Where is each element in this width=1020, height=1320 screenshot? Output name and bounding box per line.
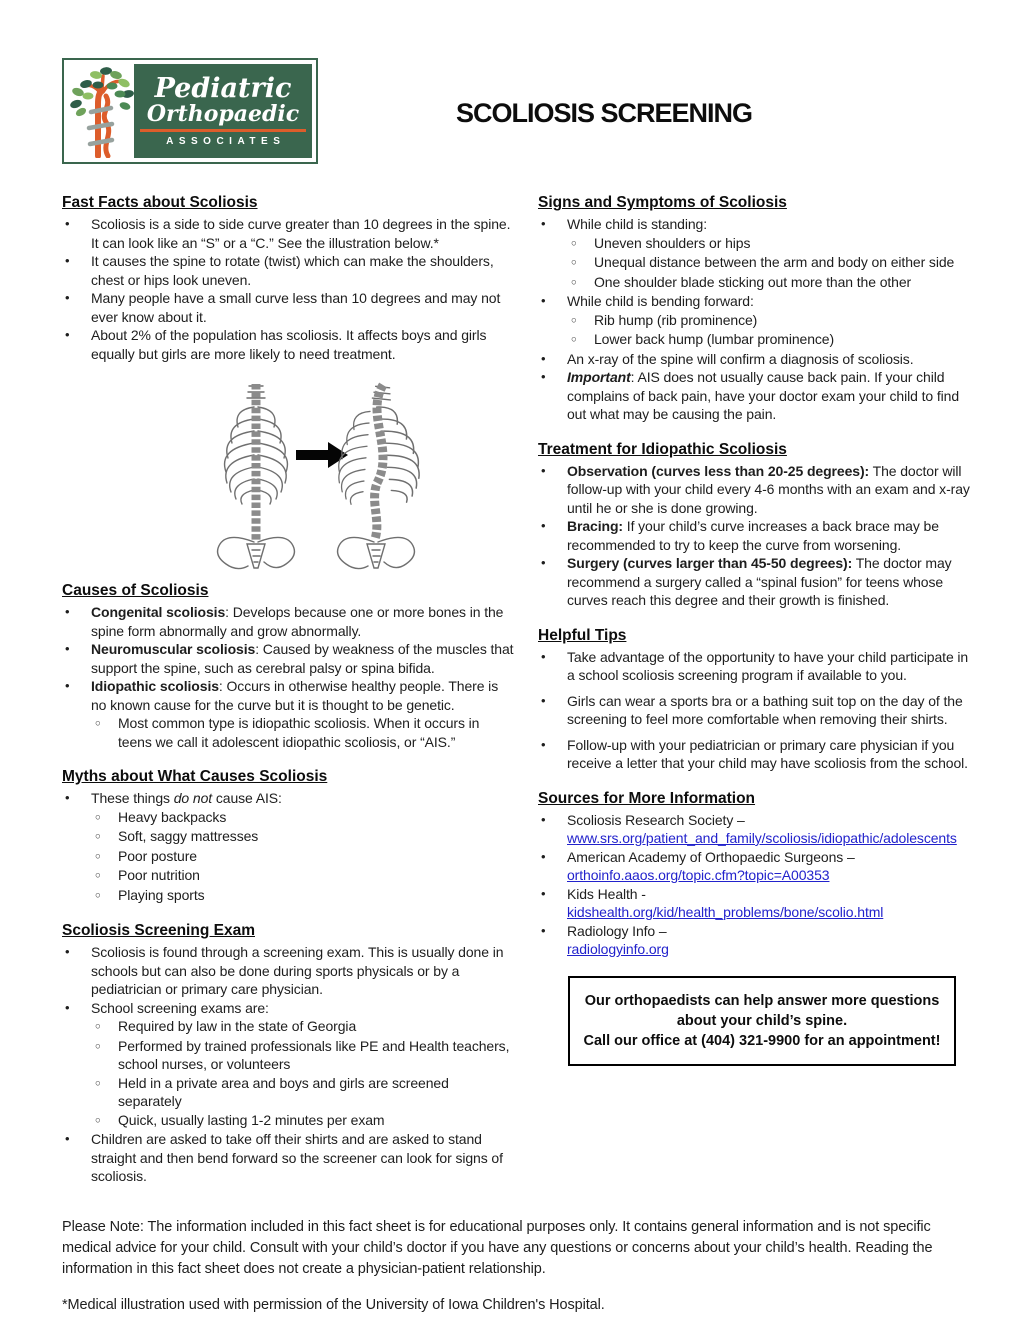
section-heading: Sources for More Information [538,789,756,807]
appointment-callout-box [568,976,956,1066]
bullet-text [118,1037,514,1074]
sub-bullet-item [92,1074,514,1111]
right-column [538,194,978,1203]
bullet-text [91,1130,514,1186]
disc-bullet-icon: • [541,216,546,231]
disc-bullet-icon: • [65,290,70,305]
bullet-text [594,311,978,330]
bullet-text [118,808,514,827]
text-run: American Academy of Orthopaedic Surgeons – [567,848,855,865]
circle-bullet-icon: ○ [95,718,101,729]
bullet-text [567,215,978,234]
text-run: Quick, usually lasting 1-2 minutes per exam [118,1111,385,1128]
tree-spine-logo-icon [68,64,134,158]
content-columns [62,194,978,1203]
bullet-text [118,714,514,751]
text-run: Children are asked to take off their shirts and are asked to stand straight and then bend forward so the screener can look for signs of scoliosis. [91,1131,503,1184]
disc-bullet-icon: • [541,885,546,901]
footer [62,1217,978,1313]
circle-bullet-icon: ○ [571,237,577,249]
bullet-item [538,811,978,848]
bullet-text [567,648,978,685]
text-run: Poor nutrition [118,867,200,883]
bullet-text [567,368,978,424]
text-run: : Develops because one or more bones in the spine form abnormally and grow abnormally. [91,604,504,639]
text-run: Most common type is idiopathic scoliosis. When it occurs in teens we call it adolescent idiopathic scoliosis, or “AIS.” [118,715,480,750]
bullet-text [567,736,978,773]
logo-name-line1: Pediatric [154,72,292,104]
disc-bullet-icon: • [65,944,70,959]
disc-bullet-icon: • [541,350,546,366]
left-column [62,194,514,1203]
disc-bullet-icon: • [65,678,70,693]
bullet-text [567,922,978,959]
circle-bullet-icon: ○ [95,870,101,881]
section-heading: Scoliosis Screening Exam [62,922,255,939]
text-run: Many people have a small curve less than 10 degrees and may not ever know about it. [91,290,501,325]
section-heading: Helpful Tips [538,626,627,644]
text-run: Radiology Info – [567,922,667,939]
section-heading: Signs and Symptoms of Scoliosis [538,194,787,211]
sub-bullet-item [568,253,978,273]
bullet-item [62,789,514,808]
section-causes-of-scoliosis [62,582,514,751]
circle-bullet-icon: ○ [571,314,577,326]
bullet-item [62,999,514,1018]
bullet-text [567,462,978,518]
text-run: Surgery (curves larger than 45-50 degrees): [567,555,853,571]
text-run: Scoliosis is a side to side curve greater than 10 degrees in the spine. It can look like an “S” or a “C.” See the illustration below.* [91,216,511,251]
circle-bullet-icon: ○ [95,1040,101,1052]
source-link[interactable]: www.srs.org/patient_and_family/scoliosis/idiopathic/adolescents [567,830,957,846]
bullet-item [538,848,978,885]
disc-bullet-icon: • [541,555,546,570]
disc-bullet-icon: • [541,648,546,664]
section-myths-about-what-causes-scoliosis [62,768,514,905]
text-run: Bracing: [567,518,623,534]
bullet-item [538,215,978,234]
text-run: Neuromuscular scoliosis [91,641,256,657]
bullet-item [538,922,978,959]
bullet-item [62,215,514,252]
text-run: Rib hump (rib prominence) [594,311,758,328]
sub-bullet-item [568,330,978,350]
text-run: do not [173,790,213,806]
sub-bullet-item [92,808,514,828]
disc-bullet-icon: • [65,216,70,231]
bullet-item [538,648,978,685]
bullet-item [538,885,978,922]
circle-bullet-icon: ○ [95,850,101,862]
text-run: Idiopathic scoliosis [91,678,219,694]
circle-bullet-icon: ○ [95,831,101,842]
text-run: These things [91,790,174,806]
bullet-text [118,1111,514,1130]
sub-bullet-item [568,311,978,331]
source-link[interactable]: orthoinfo.aaos.org/topic.cfm?topic=A00353 [567,867,830,883]
bullet-text [91,289,514,326]
circle-bullet-icon: ○ [571,257,577,268]
bullet-text [118,1017,514,1036]
bullet-text [567,554,978,610]
bullet-item [538,368,978,424]
section-heading: Myths about What Causes Scoliosis [62,768,328,785]
bullet-text [567,292,978,311]
text-run: While child is standing: [567,216,707,232]
text-run: An x-ray of the spine will confirm a diagnosis of scoliosis. [567,350,914,367]
bullet-text [91,677,514,714]
section-helpful-tips [538,627,978,773]
callout-line: Call our office at (404) 321-9900 for an appointment! [583,1032,941,1049]
text-run: Important [567,369,631,385]
circle-bullet-icon: ○ [95,1114,101,1126]
text-run: Performed by trained professionals like PE and Health teachers, school nurses, or volunteers [118,1037,510,1072]
bullet-text [567,517,978,554]
sub-bullet-item [92,847,514,867]
bullet-text [567,350,978,369]
page-title: SCOLIOSIS SCREENING [455,98,753,128]
disc-bullet-icon: • [541,462,546,478]
bullet-text [594,253,978,272]
text-run: Congenital scoliosis [91,604,226,620]
section-heading: Treatment for Idiopathic Scoliosis [538,440,787,458]
bullet-item [538,462,978,518]
bullet-text [91,943,514,999]
scoliotic-spine-skeleton [335,385,425,569]
disc-bullet-icon: • [65,999,70,1015]
disc-bullet-icon: • [65,790,70,805]
bullet-text [91,789,514,808]
bullet-text [91,603,514,640]
bullet-text [567,848,978,885]
text-run: : Caused by weakness of the muscles that support the spine, such as cerebral palsy or spina bifida. [91,641,514,676]
circle-bullet-icon: ○ [95,811,101,823]
callout-line: Our orthopaedists can help answer more questions [584,992,940,1009]
text-run: Playing sports [118,886,205,903]
disc-bullet-icon: • [541,369,546,384]
logo-name-line2: Orthopaedic [146,100,300,127]
logo-divider [140,129,306,132]
bullet-item [538,692,978,729]
text-run: The doctor will follow-up with your child every 4-6 months with an exam and x-ray until he or she is done growing. [567,462,970,516]
bullet-item [538,350,978,369]
disc-bullet-icon: • [541,692,546,708]
text-run: About 2% of the population has scoliosis. It affects boys and girls equally but girls are more likely to need treatment. [91,327,487,362]
text-run: Unequal distance between the arm and body on either side [594,254,955,270]
bullet-text [91,999,514,1018]
disclaimer-note: Please Note: The information included in this fact sheet is for educational purposes only. It contains general information and is not specific medical advice for your child. Consult with your child’s doctor if you have any questions or concerns about your child’s health. Reading the information in this fact sheet does not create a physician-patient relationship. [62,1218,933,1277]
bullet-item [62,1130,514,1186]
text-run: Held in a private area and boys and girls are screened separately [118,1074,449,1109]
bullet-text [567,811,978,848]
text-run: cause AIS: [212,790,282,806]
text-run: If your child’s curve increases a back brace may be recommended to try to keep the curve from worsening. [567,518,939,553]
spine-illustration [200,380,430,570]
circle-bullet-icon: ○ [571,334,577,345]
callout-line: about your child’s spine. [676,1012,848,1029]
bullet-text [594,273,978,292]
disc-bullet-icon: • [65,604,70,619]
bullet-text [567,885,978,922]
disc-bullet-icon: • [541,922,546,938]
right-sections [538,194,978,959]
disc-bullet-icon: • [541,293,546,308]
sub-bullet-item [568,234,978,254]
text-run: Required by law in the state of Georgia [118,1018,357,1034]
text-run: Soft, saggy mattresses [118,828,259,844]
left-bottom-sections [62,582,514,1186]
circle-bullet-icon: ○ [95,1021,101,1032]
circle-bullet-icon: ○ [95,1077,101,1089]
disc-bullet-icon: • [65,327,70,342]
bullet-text [91,326,514,363]
text-run: One shoulder blade sticking out more than the other [594,273,912,290]
illustration-credit: *Medical illustration used with permission of the University of Iowa Children's Hospital. [62,1296,605,1313]
disc-bullet-icon: • [541,811,546,827]
bullet-text [118,866,514,885]
text-run: : AIS does not usually cause back pain. If your child complains of back pain, have your doctor exam your child to find out what may be causing the pain. [567,369,960,422]
text-run: Observation (curves less than 20-25 degrees): [567,462,870,479]
bullet-item [62,677,514,714]
text-run: While child is bending forward: [567,293,754,309]
bullet-item [538,292,978,311]
section-treatment-for-idiopathic-scoliosis [538,441,978,610]
right-arrow-icon [296,442,348,468]
bullet-item [538,517,978,554]
sub-bullet-item [92,886,514,906]
bullet-item [538,736,978,773]
sub-bullet-item [92,714,514,751]
logo-text [134,64,312,158]
section-heading: Fast Facts about Scoliosis [62,194,258,211]
text-run: Poor posture [118,847,197,864]
text-run: Kids Health - [567,885,646,902]
bullet-item [62,252,514,289]
bullet-text [567,692,978,729]
sub-bullet-item [568,273,978,293]
logo-name-line3: ASSOCIATES [166,135,286,147]
text-run: Uneven shoulders or hips [594,234,751,251]
sub-bullet-item [92,827,514,847]
bullet-text [594,330,978,349]
bullet-item [62,603,514,640]
text-run: It causes the spine to rotate (twist) which can make the shoulders, chest or hips look uneven. [91,253,494,288]
sub-bullet-item [92,866,514,886]
normal-spine-skeleton [218,384,295,569]
bullet-text [118,886,514,905]
disc-bullet-icon: • [65,641,70,656]
circle-bullet-icon: ○ [95,889,101,901]
bullet-item [62,943,514,999]
text-run: Scoliosis Research Society – [567,811,745,828]
source-link[interactable]: radiologyinfo.org [567,941,669,957]
bullet-text [91,640,514,677]
text-run: The doctor may recommend a surgery called a “spinal fusion” for teens whose curves reach this degree and their growth is finished. [567,555,952,608]
section-fast-facts-about-scoliosis [62,194,514,363]
bullet-text [91,215,514,252]
disc-bullet-icon: • [541,518,546,533]
bullet-item [62,640,514,677]
section-heading: Causes of Scoliosis [62,582,209,599]
sub-bullet-item [92,1017,514,1037]
section-signs-and-symptoms-of-scoliosis [538,194,978,424]
text-run: Lower back hump (lumbar prominence) [594,331,835,347]
bullet-text [118,827,514,846]
section-scoliosis-screening-exam [62,922,514,1186]
text-run: Follow-up with your pediatrician or primary care physician if you receive a letter that your child may have scoliosis from the school. [567,736,968,771]
bullet-item [62,326,514,363]
bullet-text [91,252,514,289]
text-run: Take advantage of the opportunity to have your child participate in a school scoliosis screening program if available to you. [567,648,969,683]
bullet-item [62,289,514,326]
left-top-sections [62,194,514,363]
text-run: Girls can wear a sports bra or a bathing suit top on the day of the screening to feel more comfortable when removing their shirts. [567,692,963,727]
disc-bullet-icon: • [65,1131,70,1146]
section-sources-for-more-information [538,790,978,959]
header [62,58,978,164]
sub-bullet-item [92,1111,514,1131]
text-run: Heavy backpacks [118,808,227,825]
disc-bullet-icon: • [541,848,546,864]
sub-bullet-item [92,1037,514,1074]
practice-logo [62,58,318,164]
bullet-text [594,234,978,253]
disc-bullet-icon: • [65,253,70,268]
disc-bullet-icon: • [541,736,546,752]
circle-bullet-icon: ○ [571,276,577,288]
bullet-text [118,1074,514,1111]
text-run: Scoliosis is found through a screening exam. This is usually done in schools but can also be done during sports physicals or by a pediatrician or primary care physician. [91,944,504,997]
source-link[interactable]: kidshealth.org/kid/health_problems/bone/scolio.html [567,904,884,920]
bullet-item [538,554,978,610]
bullet-text [118,847,514,866]
text-run: School screening exams are: [91,999,269,1016]
text-run: : Occurs in otherwise healthy people. There is no known cause for the curve but it is thought to be genetic. [91,678,499,713]
